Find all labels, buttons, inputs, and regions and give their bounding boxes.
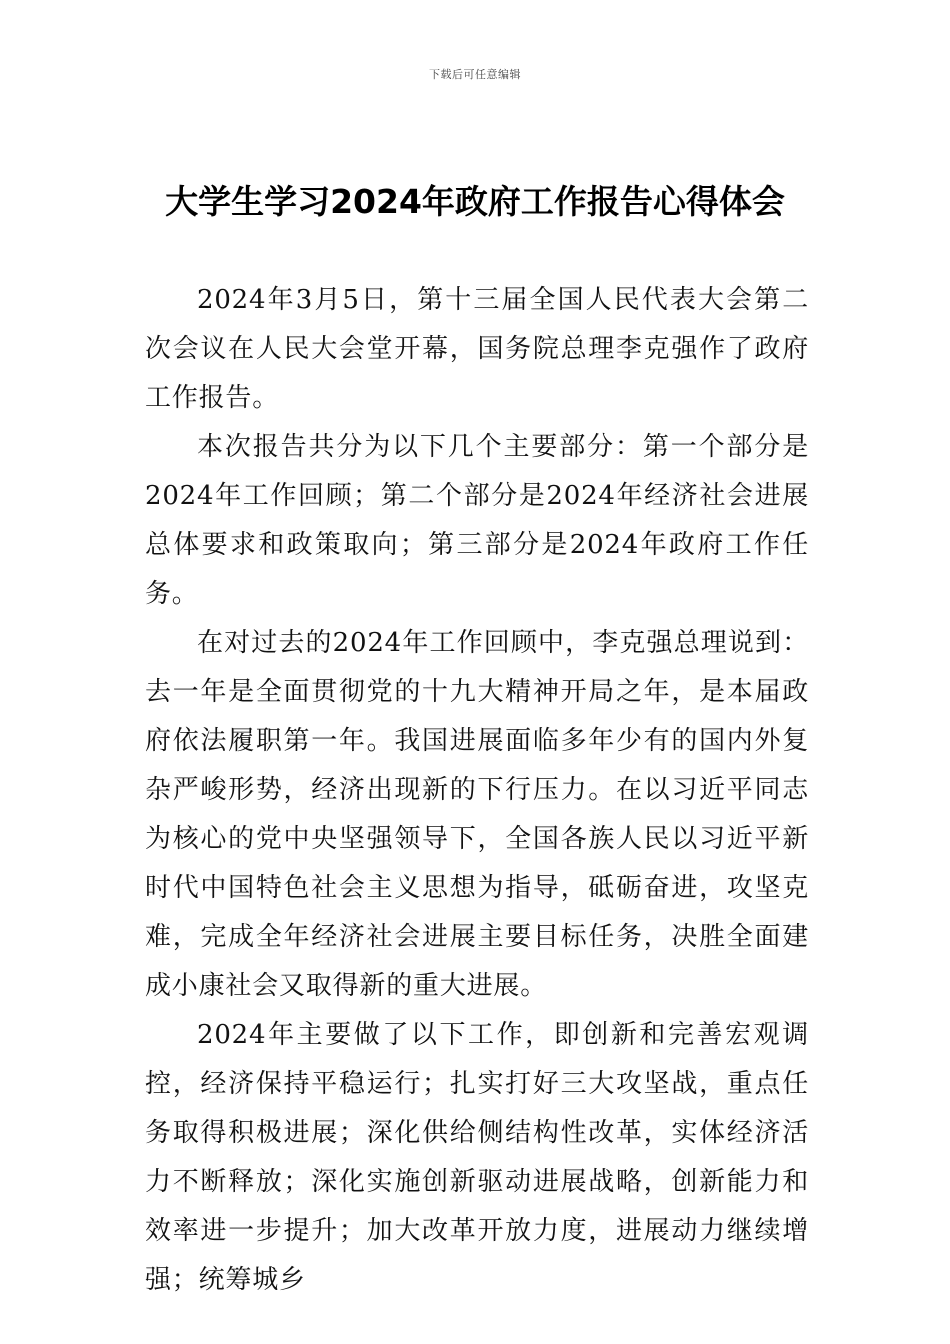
paragraph: 本次报告共分为以下几个主要部分：第一个部分是2024年工作回顾；第二个部分是2024年经济社会进展总体要求和政策取向；第三部分是2024年政府工作任务。 [145, 432, 809, 609]
paragraph: 2024年主要做了以下工作，即创新和完善宏观调控，经济保持平稳运行；扎实打好三大攻坚战，重点任务取得积极进展；深化供给侧结构性改革，实体经济活力不断释放；深化实施创新驱动进展战略，创新能力和效率进一步提升；加大改革开放力度，进展动力继续增强；统筹城乡 [145, 1020, 809, 1295]
paragraph: 2024年3月5日，第十三届全国人民代表大会第二次会议在人民大会堂开幕，国务院总理李克强作了政府工作报告。 [145, 285, 809, 413]
header-note: 下载后可任意编辑 [429, 68, 521, 81]
paragraph: 在对过去的2024年工作回顾中，李克强总理说到：去一年是全面贯彻党的十九大精神开局之年，是本届政府依法履职第一年。我国进展面临多年少有的国内外复杂严峻形势，经济出现新的下行压力。在以习近平同志为核心的党中央坚强领导下，全国各族人民以习近平新时代中国特色社会主义思想为指导，砥砺奋进，攻坚克难，完成全年经济社会进展主要目标任务，决胜全面建成小康社会又取得新的重大进展。 [145, 628, 809, 1001]
document-body [145, 276, 809, 1305]
document-title: 大学生学习2024年政府工作报告心得体会 [165, 182, 785, 221]
